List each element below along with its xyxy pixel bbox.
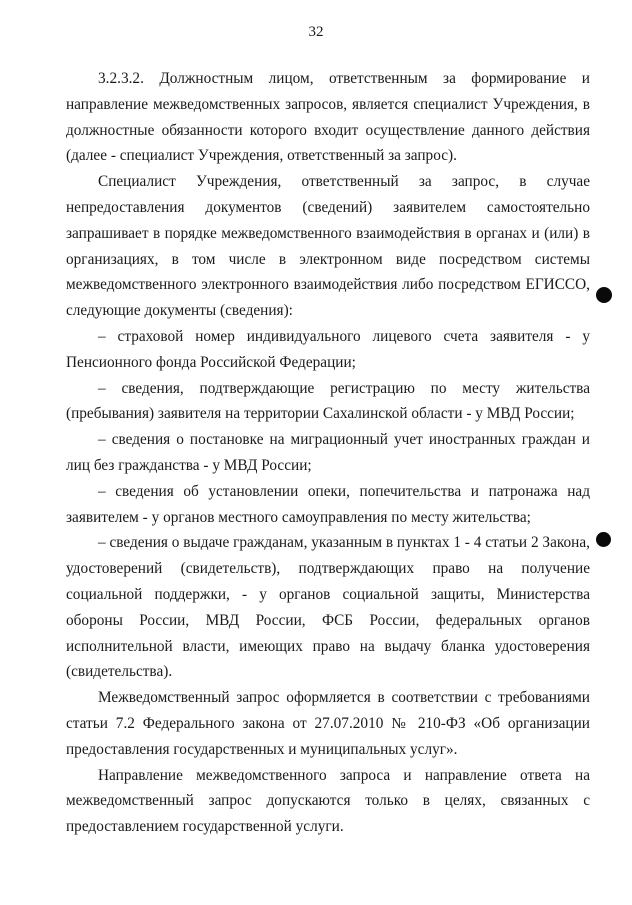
- paragraph-request-purpose: Направление межведомственного запроса и направление ответа на межведомственный запрос допускаются только в целях, связанных с предоставлением государственной услуги.: [66, 766, 590, 836]
- list-item-certificates: – сведения о выдаче гражданам, указанным в пунктах 1 - 4 статьи 2 Закона, удостоверений (свидетельств), подтверждающих право на получение социальной поддержки, - у органов социальной защиты, Министерства обороны России, МВД России, ФСБ России, федеральных органов исполнительной власти, имеющих право на выдачу бланка удостоверения (свидетельства).: [66, 534, 590, 681]
- list-item-insurance-number: – страховой номер индивидуального лицевого счета заявителя - у Пенсионного фонда Российской Федерации;: [66, 327, 590, 371]
- binder-hole-bottom: [596, 532, 611, 547]
- document-body: [66, 66, 590, 840]
- paragraph-responsible-person: 3.2.3.2. Должностным лицом, ответственным за формирование и направление межведомственных запросов, является специалист Учреждения, в должностные обязанности которого входит осуществление данного действия (далее - специалист Учреждения, ответственный за запрос).: [66, 70, 590, 165]
- paragraph-request-format: Межведомственный запрос оформляется в соответствии с требованиями статьи 7.2 Федерального закона от 27.07.2010 № 210-ФЗ «Об организации предоставления государственных и муниципальных услуг».: [66, 689, 590, 758]
- paragraph-specialist-requests: Специалист Учреждения, ответственный за запрос, в случае непредоставления документов (сведений) заявителем самостоятельно запрашивает в порядке межведомственного взаимодействия в органах и (или) в организациях, в том числе в электронном виде посредством системы межведомственного электронного взаимодействия либо посредством ЕГИССО, следующие документы (сведения):: [66, 173, 590, 320]
- list-item-migration: – сведения о постановке на миграционный учет иностранных граждан и лиц без гражданства - у МВД России;: [66, 431, 590, 474]
- page-number: 32: [308, 24, 324, 40]
- list-item-registration: – сведения, подтверждающие регистрацию по месту жительства (пребывания) заявителя на территории Сахалинской области - у МВД России;: [66, 379, 590, 423]
- list-item-guardianship: – сведения об установлении опеки, попечительства и патронажа над заявителем - у органов местного самоуправления по месту жительства;: [66, 482, 590, 526]
- binder-hole-top: [596, 287, 612, 303]
